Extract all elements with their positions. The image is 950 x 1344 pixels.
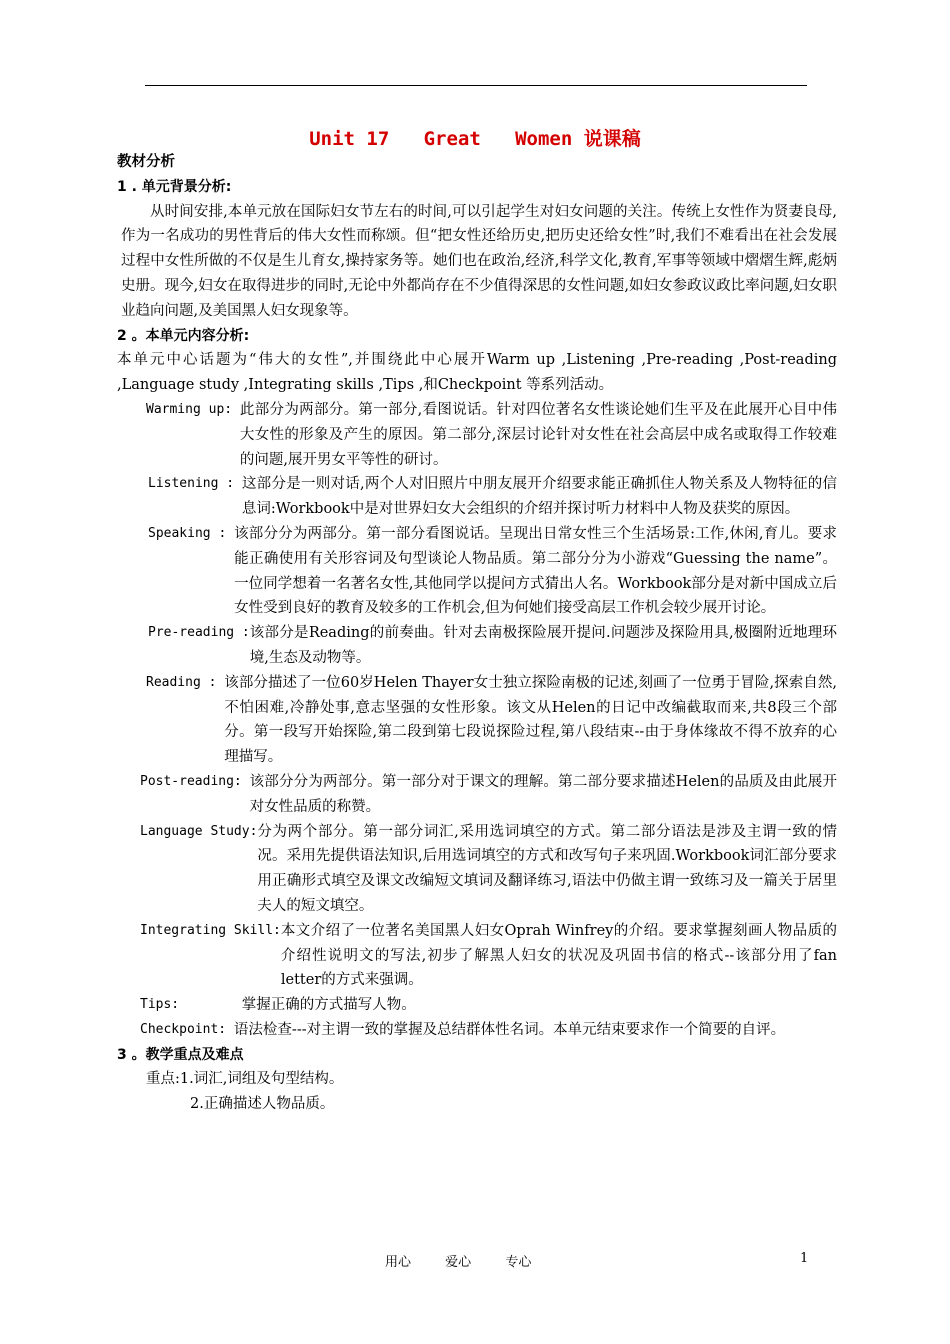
item-label: Integrating Skill: bbox=[140, 922, 281, 938]
item-text: 这部分是一则对话,两个人对旧照片中朋友展开介绍要求能正确抓住人物关系及人物特征的信息词:Workbook中是对世界妇女大会组织的介绍并探讨听力材料中人物及获奖的原因。 bbox=[241, 476, 837, 518]
item-listening bbox=[117, 472, 837, 522]
item-label: Tips: bbox=[140, 997, 242, 1013]
s1-heading: 1 . 单元背景分析: bbox=[117, 178, 232, 195]
item-text: 本文介绍了一位著名美国黑人妇女Oprah Winfrey的介绍。要求掌握刻画人物品质的介绍性说明文的写法,初步了解黑人妇女的状况及巩固书信的格式--该部分用了fan letter的方式来强调。 bbox=[280, 922, 837, 989]
s2-intro: 本单元中心话题为“伟大的女性”,并围绕此中心展开Warm up ,Listening ,Pre-reading ,Post-reading ,Language study ,Integrating skills ,Tips ,和Checkpoint 等系列活动。 bbox=[117, 352, 837, 394]
item-warming-up bbox=[117, 398, 837, 472]
item-text: 此部分为两部分。第一部分,看图说话。针对四位著名女性谈论她们生平及在此展开心目中伟大女性的形象及产生的原因。第二部分,深层讨论针对女性在社会高层中成名或取得工作较难的问题,展开男女平等性的研讨。 bbox=[239, 401, 837, 468]
s3-line-2: 2.正确描述人物品质。 bbox=[190, 1096, 335, 1113]
s1-body: 从时间安排,本单元放在国际妇女节左右的时间,可以引起学生对妇女问题的关注。传统上女性作为贤妻良母,作为一名成功的男性背后的伟大女性而称颂。但“把女性还给历史,把历史还给女性”时,我们不难看出在社会发展过程中女性所做的不仅是生儿育女,操持家务等。她们也在政治,经济,科学文化,教育,军事等领域中熠熠生辉,彪炳史册。现今,妇女在取得进步的同时,无论中外都尚存在不少值得深思的女性问题,如妇女参政议政比率问题,妇女职业趋向问题,及美国黑人妇女现象等。 bbox=[121, 203, 837, 319]
item-language-study bbox=[117, 820, 837, 919]
footer-motto bbox=[385, 1251, 561, 1270]
item-label: Post-reading: bbox=[140, 773, 250, 789]
item-text: 语法检查---对主谓一致的掌握及总结群体性名词。本单元结束要求作一个简要的自评。 bbox=[233, 1021, 786, 1038]
item-tips bbox=[117, 993, 837, 1018]
item-label: Warming up: bbox=[146, 401, 240, 417]
footer-motto-word: 专心 bbox=[505, 1255, 532, 1270]
item-reading bbox=[117, 671, 837, 770]
item-text: 该部分分为两部分。第一部分对于课文的理解。第二部分要求描述Helen的品质及由此展开对女性品质的称赞。 bbox=[249, 773, 837, 815]
header-rule bbox=[145, 85, 807, 86]
item-label: Speaking : bbox=[148, 525, 235, 541]
s2-heading: 2 。本单元内容分析: bbox=[117, 327, 250, 344]
item-integrating-skill bbox=[117, 919, 837, 993]
item-label: Listening : bbox=[148, 476, 242, 492]
footer-motto-word: 爱心 bbox=[445, 1255, 472, 1270]
page-number: 1 bbox=[800, 1251, 809, 1266]
item-checkpoint bbox=[117, 1018, 837, 1043]
document-body bbox=[117, 150, 837, 1117]
item-text: 该部分描述了一位60岁Helen Thayer女士独立探险南极的记述,刻画了一位勇于冒险,探索自然,不怕困难,冷静处事,意志坚强的女性形象。该文从Helen的日记中改编截取而来,共8段三个部分。第一段写开始探险,第二段到第七段说探险过程,第八段结束--由于身体缘故不得不放弃的心理描写。 bbox=[224, 674, 837, 766]
item-text: 该部分分为两部分。第一部分看图说话。呈现出日常女性三个生活场景:工作,休闲,育儿。要求能正确使用有关形容词及句型谈论人物品质。第二部分分为小游戏“Guessing the name”。一位同学想着一名著名女性,其他同学以提问方式猜出人名。Workbook部分是对新中国成立后女性受到良好的教育及较多的工作机会,但为何她们接受高层工作机会较少展开讨论。 bbox=[234, 525, 837, 617]
section-heading: 教材分析 bbox=[117, 154, 175, 170]
page-title: Unit 17 Great Women 说课稿 bbox=[309, 128, 641, 150]
item-label: Reading : bbox=[146, 674, 225, 690]
item-label: Language Study: bbox=[140, 823, 258, 839]
item-text: 该部分是Reading的前奏曲。针对去南极探险展开提问.问题涉及探险用具,极圈附近地理环境,生态及动物等。 bbox=[249, 625, 837, 666]
item-text: 分为两个部分。第一部分词汇,采用选词填空的方式。第二部分语法是涉及主谓一致的情况。采用先提供语法知识,后用选词填空的方式和改写句子来巩固.Workbook词汇部分要求用正确形式填空及课文改编短文填词及翻译练习,语法中仍做主谓一致练习及一篇关于居里夫人的短文填空。 bbox=[257, 823, 837, 914]
item-label: Pre-reading : bbox=[148, 625, 250, 641]
item-text: 掌握正确的方式描写人物。 bbox=[241, 997, 416, 1014]
item-post-reading bbox=[117, 770, 837, 820]
s3-heading: 3 。教学重点及难点 bbox=[117, 1046, 244, 1063]
item-pre-reading bbox=[117, 621, 837, 671]
item-speaking bbox=[117, 522, 837, 621]
item-label: Checkpoint: bbox=[140, 1021, 234, 1037]
footer-motto-word: 用心 bbox=[385, 1255, 412, 1270]
s3-line-1: 重点:1.词汇,词组及句型结构。 bbox=[146, 1071, 344, 1088]
